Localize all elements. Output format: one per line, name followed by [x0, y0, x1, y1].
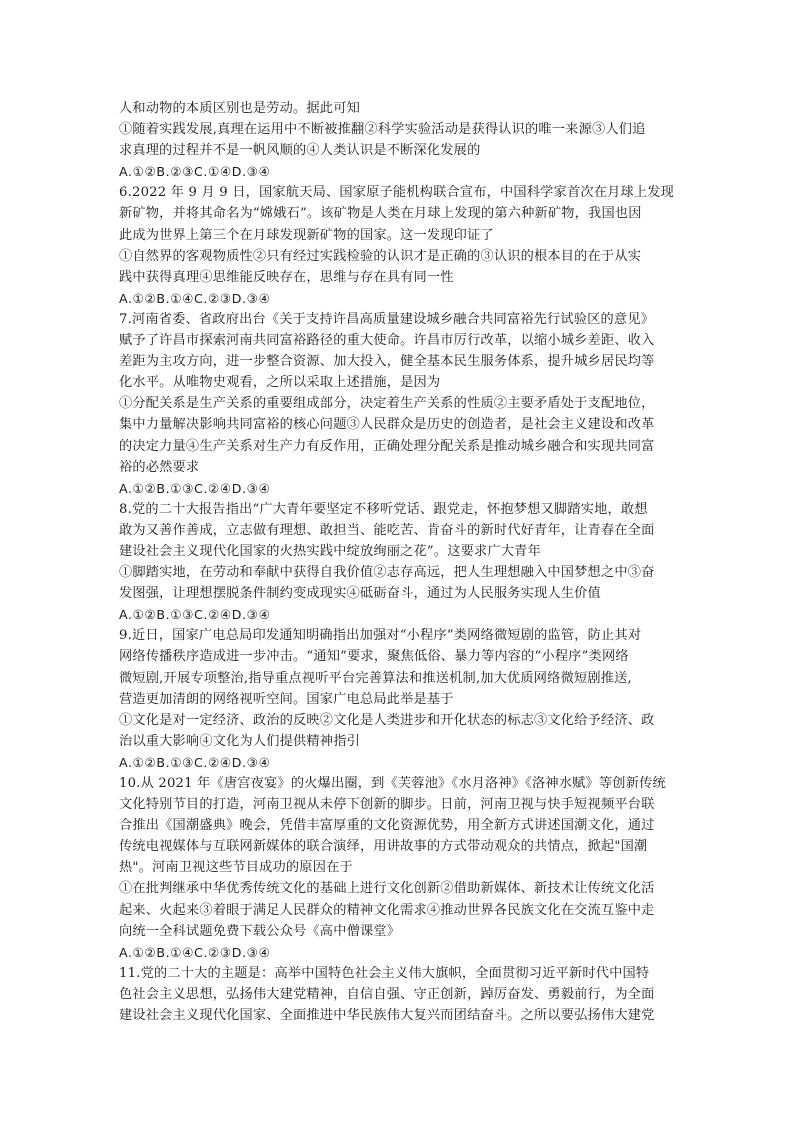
- question-text-line: 10.从 2021 年《唐宫夜宴》的火爆出圈，到《芙蓉池》《水月洛神》《洛神水赋》等创新传统: [119, 776, 666, 791]
- question-text-line: 向统一全科试题免费下载公众号《高中僧课堂》: [119, 923, 401, 939]
- question-text-line: ①在批判继承中华优秀传统文化的基础上进行文化创新②借助新媒体、新技术让传统文化活: [119, 881, 655, 897]
- answer-options: A.①②B.①④C.②③D.③④: [119, 290, 271, 306]
- question-text-line: 差距为主攻方向，进一步整合资源、加大投入，健全基本民生服务体系，提升城乡居民均等: [119, 354, 655, 370]
- question-text-line: 7.河南省委、省政府出台《关于支持许昌高质量建设城乡融合共同富裕先行试验区的意见》: [119, 311, 655, 327]
- question-text-line: ①文化是对一定经济、政治的反映②文化是人类进步和开化状态的标志③文化给予经济、政: [119, 712, 655, 728]
- question-text-line: 8.党的二十大报告指出“广大青年要坚定不移听党话、跟党走，怀抱梦想又脚踏实地，敢想: [119, 501, 648, 517]
- answer-options: A.①②B.①③C.②④D.③④: [119, 754, 271, 770]
- question-text-line: 建设社会主义现代化国家、全面推进中华民族伟大复兴而团结奋斗。之所以要弘扬伟大建党: [119, 1008, 655, 1024]
- question-text-line: ①脚踏实地，在劳动和奉献中获得自我价值②志存高远，把人生理想融入中国梦想之中③奋: [119, 565, 655, 581]
- question-11: [119, 963, 682, 1026]
- question-text-line: ①自然界的客观物质性②只有经过实践检验的认识才是正确的③认识的根本目的在于从实: [119, 248, 642, 264]
- question-text-line: 赋予了许昌市探索河南共同富裕路径的重大使命。许昌市厉行改革，以缩小城乡差距、收入: [119, 333, 655, 349]
- answer-options: A.①②B.①④C.②③D.③④: [119, 944, 271, 960]
- question-6: [119, 182, 682, 309]
- question-text-line: 此成为世界上第三个在月球发现新矿物的国家。这一发现印证了: [119, 227, 494, 243]
- question-8: [119, 499, 682, 626]
- question-text-line: 化水平。从唯物史观看，之所以采取上述措施，是因为: [119, 375, 441, 391]
- question-text-line: 文化特别节目的打造，河南卫视从未停下创新的脚步。日前，河南卫视与快手短视频平台联: [119, 797, 655, 813]
- question-text-line: ①分配关系是生产关系的重要组成部分，决定着生产关系的性质②主要矛盾处于支配地位，: [119, 396, 655, 412]
- answer-options: A.①②B.①③C.②④D.③④: [119, 607, 271, 623]
- answer-options: A.①②B.①③C.②④D.③④: [119, 480, 271, 496]
- question-text-line: 集中力量解决影响共同富裕的核心问题③人民群众是历史的创造者，是社会主义建设和改革: [119, 417, 655, 433]
- question-text-line: ①随着实践发展,真理在运用中不断被推翻②科学实验活动是获得认识的唯一来源③人们追: [119, 122, 646, 138]
- answer-options: A.①②B.②③C.①④D.③④: [119, 164, 271, 180]
- question-text-line: 色社会主义思想，弘扬伟大建党精神，自信自强、守正创新，踔厉奋发、勇毅前行，为全面: [119, 986, 655, 1002]
- question-text-line: 热"。河南卫视这些节目成功的原因在于: [119, 860, 353, 876]
- question-9: [119, 625, 682, 773]
- question-text-line: 建设社会主义现代化国家的火热实践中绽放绚丽之花”。这要求广大青年: [119, 543, 541, 559]
- question-text-line: 11.党的二十大的主题是：高举中国特色社会主义伟大旗帜，全面贯彻习近平新时代中国特: [119, 965, 650, 981]
- question-text-line: 治以重大影响④文化为人们提供精神指引: [119, 733, 360, 749]
- question-text-line: 网络传播秩序造成进一步冲击。“通知”要求，聚焦低俗、暴力等内容的“小程序”类网络: [119, 649, 629, 665]
- question-text-line: 起来、火起来③着眼于满足人民群众的精神文化需求④推动世界各民族文化在交流互鉴中走: [119, 902, 655, 918]
- question-text-line: 人和动物的本质区别也是劳动。据此可知: [119, 101, 360, 116]
- question-text-line: 的决定力量④生产关系对生产力有反作用，正确处理分配关系是推动城乡融合和实现共同富: [119, 438, 655, 454]
- question-text-line: 敢为又善作善成，立志做有理想、敢担当、能吃苦、肯奋斗的新时代好青年，让青春在全面: [119, 522, 655, 538]
- question-text-line: 求真理的过程并不是一帆风顺的④人类认识是不断深化发展的: [119, 143, 481, 159]
- question-5-continuation: [119, 98, 682, 182]
- question-10: [119, 773, 682, 963]
- question-text-line: 裕的必然要求: [119, 459, 200, 475]
- question-text-line: 营造更加清朗的网络视听空间。国家广电总局此举是基于: [119, 691, 454, 707]
- question-text-line: 传统电视媒体与互联网新媒体的联合演绎，用讲故事的方式带动观众的共情点，掀起"国潮: [119, 839, 648, 855]
- question-text-line: 践中获得真理④思维能反映存在，思维与存在具有同一性: [119, 269, 454, 285]
- question-text-line: 9.近日，国家广电总局印发通知明确指出加强对“小程序”类网络微短剧的监管，防止其对: [119, 628, 642, 644]
- question-text-line: 新矿物，并将其命名为“嫦娥石”。该矿物是人类在月球上发现的第六种新矿物，我国也因: [119, 206, 642, 222]
- question-text-line: 6.2022 年 9 月 9 日，国家航天局、国家原子能机构联合宣布，中国科学家首次在月球上发现: [119, 185, 675, 201]
- question-text-line: 合推出《国潮盛典》晚会，凭借丰富厚重的文化资源优势，用全新方式讲述国潮文化，通过: [119, 818, 655, 834]
- question-text-line: 微短剧,开展专项整治,指导重点视听平台完善算法和推送机制,加大优质网络微短剧推送,: [119, 670, 632, 686]
- question-7: [119, 309, 682, 499]
- question-text-line: 发图强，让理想摆脱条件制约变成现实④砥砺奋斗，通过为人民服务实现人生价值: [119, 586, 601, 602]
